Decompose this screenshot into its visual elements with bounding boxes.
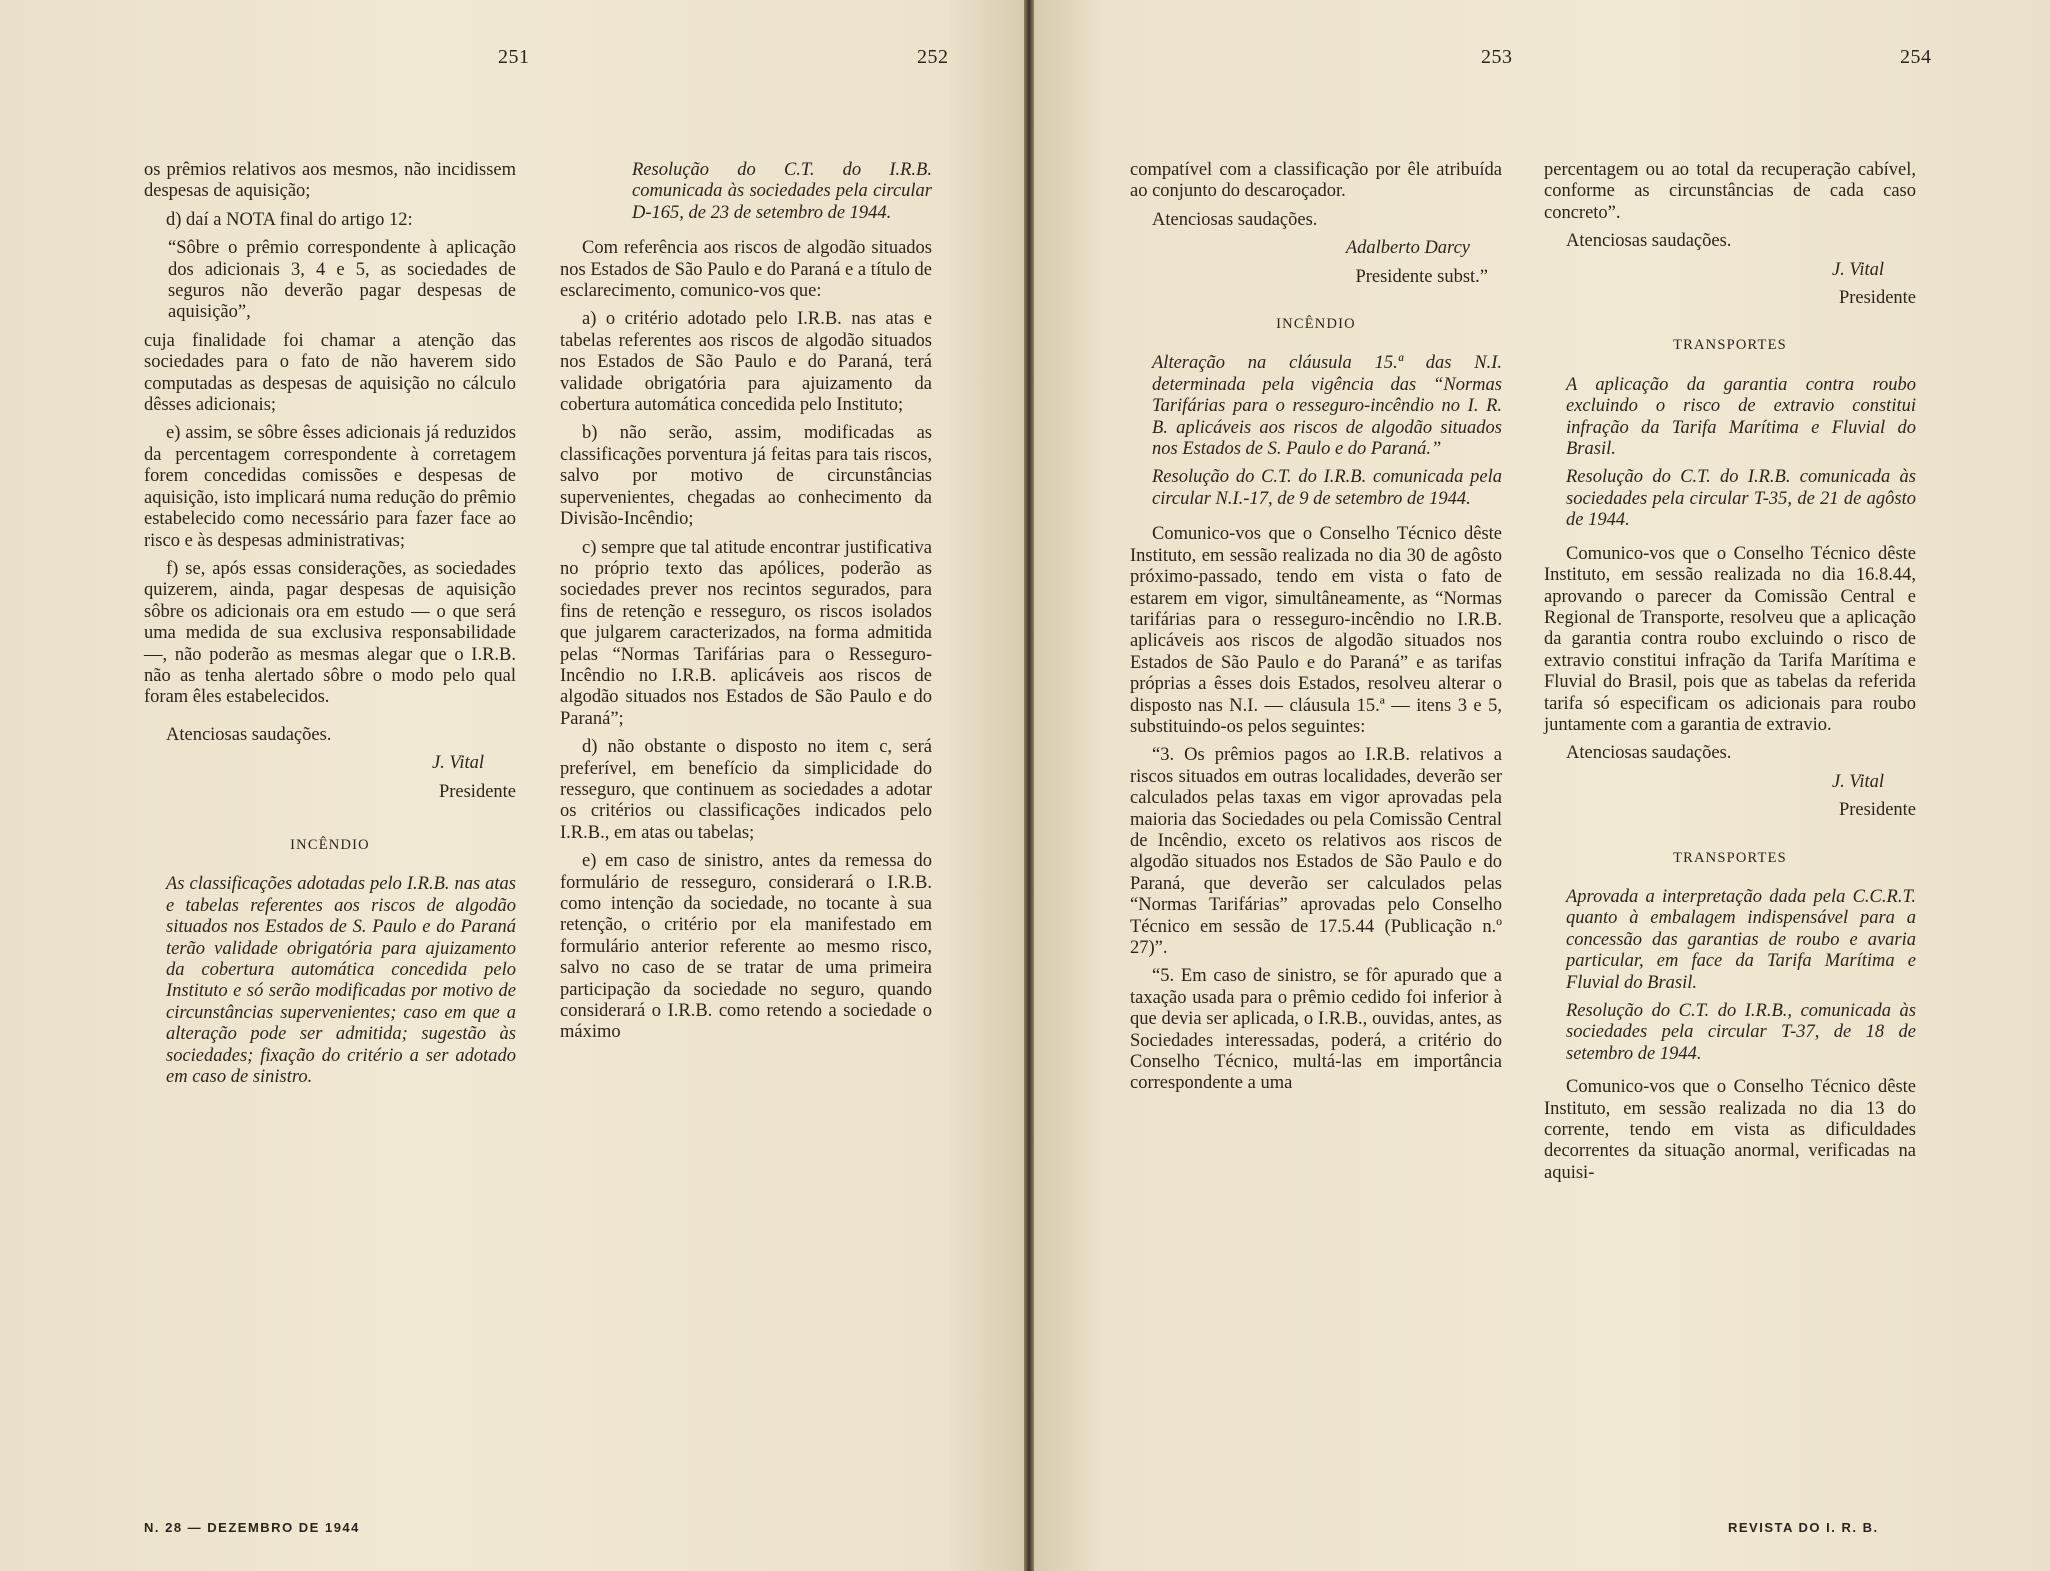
column-4 (1544, 160, 1916, 1191)
item-e: e) em caso de sinistro, antes da remessa do formulário de resseguro, considerará o I.R.B. como intenção da sociedade, no tocante à sua retenção, o critério por ela manifestado em formulário anterior referente ao mesmo risco, salvo no caso de se tratar de uma primeira participação da sociedade no seguro, quando considerará o I.R.B. como retendo a sociedade o máximo (560, 851, 932, 1043)
section-summary: Aprovada a interpretação dada pela C.C.R.T. quanto à embalagem indispensável para a concessão das garantias de roubo e avaria particular, em face da Tarifa Marítima e Fluvial do Brasil. (1566, 886, 1916, 993)
section-summary: Alteração na cláusula 15.ª das N.I. determinada pela vigência das “Normas Tarifárias para o resseguro-incêndio no I. R. B. aplicáveis aos riscos de algodão situados nos Estados de S. Paulo e do Paraná.” (1152, 353, 1502, 460)
page-number-253: 253 (1481, 46, 1513, 68)
section-heading: INCÊNDIO (1276, 316, 1356, 333)
resolution-reference: Resolução do C.T. do I.R.B., comunicada às sociedades pela circular T-37, de 18 de setembro de 1944. (1566, 1001, 1916, 1064)
right-page (1034, 0, 2050, 1571)
page-number-254: 254 (1900, 46, 1932, 68)
left-page (0, 0, 1024, 1571)
footer-issue: N. 28 — DEZEMBRO DE 1944 (144, 1520, 360, 1535)
signature-title: Presidente (1838, 800, 1916, 821)
signature-title: Presidente (438, 781, 516, 802)
column-2 (560, 160, 932, 1051)
section-heading: INCÊNDIO (290, 836, 370, 853)
item-f: f) se, após essas considerações, as sociedades quizerem, ainda, pagar despesas de aquisição sôbre os adicionais ora em estudo — o que será uma medida de sua exclusiva responsabilidade —, não poderão as mesmas alegar que o I.R.B. não as tenha alertado sôbre o modo pelo qual foram êles estabelecidos. (144, 558, 516, 708)
salutation: Atenciosas saudações. (1566, 231, 1732, 252)
paragraph: Comunico-vos que o Conselho Técnico dêste Instituto, em sessão realizada no dia 13 do corrente, tendo em vista as dificuldades decorrentes da situação anormal, verificadas na aquisi- (1544, 1077, 1916, 1183)
column-1 (144, 160, 516, 1095)
page-number-251: 251 (498, 46, 530, 68)
item-d: d) daí a NOTA final do artigo 12: (166, 209, 413, 230)
paragraph: compatível com a classificação por êle atribuída ao conjunto do descaroçador. (1130, 160, 1502, 202)
footer-journal: REVISTA DO I. R. B. (1728, 1520, 1879, 1535)
salutation: Atenciosas saudações. (166, 724, 332, 745)
salutation: Atenciosas saudações. (1152, 209, 1318, 230)
resolution-reference: Resolução do C.T. do I.R.B. comunicada às sociedades pela circular D-165, de 23 de setembro de 1944. (632, 160, 932, 223)
paragraph: Com referência aos riscos de algodão situados nos Estados de São Paulo e do Paraná e a título de esclarecimento, comunico-vos que: (560, 238, 932, 302)
section-summary: A aplicação da garantia contra roubo excluindo o risco de extravio constitui infração da Tarifa Marítima e Fluvial do Brasil. (1566, 374, 1916, 460)
page-number-252: 252 (917, 46, 949, 68)
signature-title: Presidente (1838, 288, 1916, 309)
item-a: a) o critério adotado pelo I.R.B. nas atas e tabelas referentes aos riscos de algodão situados nos Estados de São Paulo e do Paraná, terá validade obrigatória para ajuizamento da cobertura automática concedida pelo Instituto; (560, 309, 932, 416)
item-5: “5. Em caso de sinistro, se fôr apurado que a taxação usada para o prêmio cedido foi inferior à que devia ser aplicada, o I.R.B., ouvidas, antes, as Sociedades interessadas, poderá, a critério do Conselho Técnico, multá-las em importância correspondente a uma (1130, 966, 1502, 1094)
paragraph: percentagem ou ao total da recuperação cabível, conforme as circunstâncias de cada caso concreto”. (1544, 160, 1916, 223)
signature-title: Presidente subst.” (1355, 266, 1488, 287)
column-3 (1130, 160, 1502, 1102)
paragraph: cuja finalidade foi chamar a atenção das sociedades para o fato de não haverem sido computadas as despesas de aquisição no cálculo dêsses adicionais; (144, 330, 516, 416)
item-b: b) não serão, assim, modificadas as classificações porventura já feitas para tais riscos, salvo por motivo de circunstâncias supervenientes, chegadas ao conhecimento da Divisão-Incêndio; (560, 423, 932, 530)
item-3: “3. Os prêmios pagos ao I.R.B. relativos a riscos situados em outras localidades, deverão ser calculados pelas taxas em vigor aprovadas pela maioria das Sociedades ou pela Comissão Central de Incêndio, exceto os relativos aos riscos de algodão situados nos Estados de São Paulo e do Paraná, que deverão ser calculados pelas “Normas Tarifárias” aprovadas pelo Conselho Técnico em sessão de 17.5.44 (Publicação n.º 27)”. (1130, 745, 1502, 958)
section-summary: As classificações adotadas pelo I.R.B. nas atas e tabelas referentes aos riscos de algodão situados nos Estados de S. Paulo e do Paraná terão validade obrigatória para ajuizamento da cobertura automática concedida pelo Instituto e só serão modificadas por motivo de circunstâncias supervenientes; caso em que a alteração pode ser admitida; sugestão às sociedades; fixação do critério a ser adotado em caso de sinistro. (166, 874, 516, 1088)
quoted-note: “Sôbre o prêmio correspondente à aplicação dos adicionais 3, 4 e 5, as sociedades de seguros não deverão pagar despesas de aquisição”, (168, 238, 516, 323)
item-d: d) não obstante o disposto no item c, será preferível, em benefício da simplicidade do resseguro, que continuem as sociedades a adotar os critérios ou classificações indicados pelo I.R.B., em atas ou tabelas; (560, 737, 932, 843)
salutation: Atenciosas saudações. (1566, 743, 1732, 764)
signature-name: J. Vital (1831, 771, 1884, 792)
signature-name: Adalberto Darcy (1345, 238, 1470, 259)
resolution-reference: Resolução do C.T. do I.R.B. comunicada pela circular N.I.-17, de 9 de setembro de 1944. (1152, 467, 1502, 509)
item-e: e) assim, se sôbre êsses adicionais já reduzidos da percentagem correspondente à corretagem forem concedidas comissões e despesas de aquisição, isto implicará numa redução do prêmio estabelecido como necessário para fazer face ao risco e às despesas administrativas; (144, 423, 516, 551)
resolution-reference: Resolução do C.T. do I.R.B. comunicada às sociedades pela circular T-35, de 21 de agôsto de 1944. (1566, 467, 1916, 531)
book-gutter (1024, 0, 1034, 1571)
paragraph: Comunico-vos que o Conselho Técnico dêste Instituto, em sessão realizada no dia 30 de agôsto próximo-passado, tendo em vista o fato de estarem em vigor, simultâneamente, as “Normas tarifárias para o resseguro-incêndio no I.R.B. aplicáveis aos riscos de algodão situados nos Estados de São Paulo e do Paraná” e as tarifas próprias a êsses dois Estados, resolveu alterar o disposto nas N.I. — cláusula 15.ª — itens 3 e 5, substituindo-os pelos seguintes: (1130, 524, 1502, 737)
section-heading: TRANSPORTES (1673, 849, 1787, 866)
signature-name: J. Vital (431, 753, 484, 774)
item-c: c) sempre que tal atitude encontrar justificativa no próprio texto das apólices, poderão as sociedades prever nos recintos segurados, para fins de retenção e resseguro, os riscos isolados que julgarem caracterizados, na forma admitida pelas “Normas Tarifárias para o Resseguro-Incêndio no I.R.B. aplicáveis aos riscos de algodão situados nos Estados de São Paulo e do Paraná”; (560, 537, 932, 729)
section-heading: TRANSPORTES (1673, 337, 1787, 354)
signature-name: J. Vital (1831, 259, 1884, 280)
paragraph: os prêmios relativos aos mesmos, não incidissem despesas de aquisição; (144, 160, 516, 202)
paragraph: Comunico-vos que o Conselho Técnico dêste Instituto, em sessão realizada no dia 16.8.44, aprovando o parecer da Comissão Central e Regional de Transporte, resolveu que a aplicação da garantia contra roubo excluindo o risco de extravio constitui infração da Tarifa Marítima e Fluvial do Brasil, pois que as tabelas da referida tarifa só especificam os adicionais para roubo juntamente com a garantia de extravio. (1544, 543, 1916, 735)
